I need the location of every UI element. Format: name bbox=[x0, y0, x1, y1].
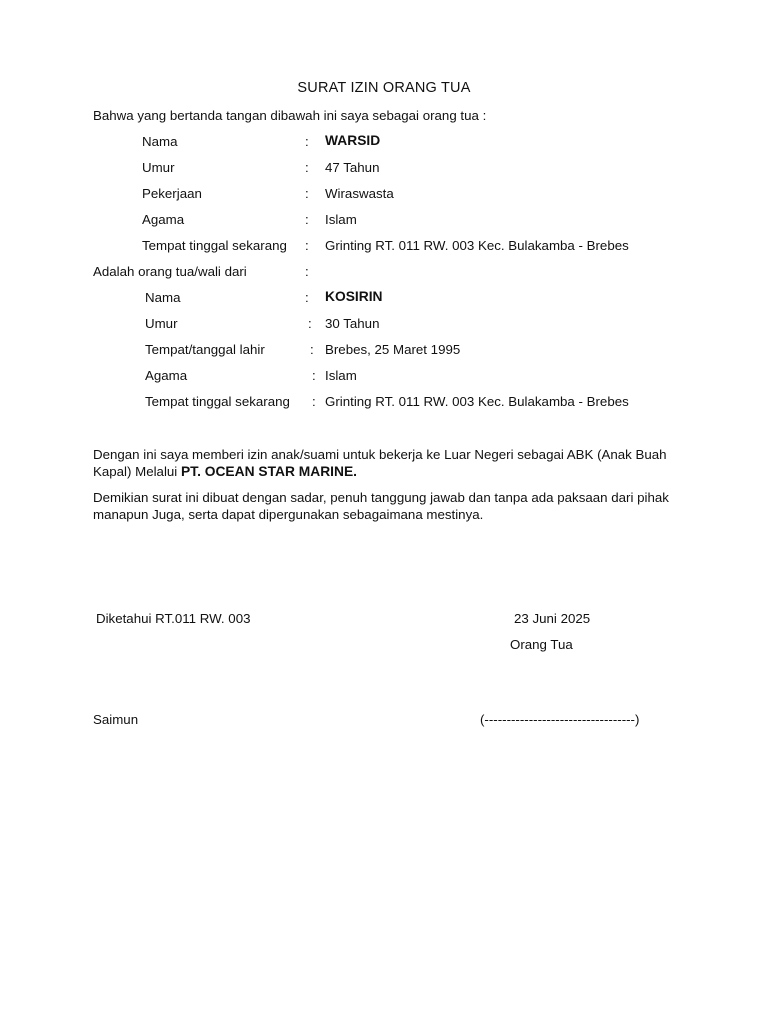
field-value: WARSID bbox=[325, 133, 381, 148]
field-colon: : bbox=[305, 290, 309, 305]
field-value: 30 Tahun bbox=[325, 316, 380, 331]
field-label: Umur bbox=[145, 316, 178, 331]
field-colon: : bbox=[305, 212, 309, 227]
field-label: Agama bbox=[142, 212, 185, 227]
field-value: 47 Tahun bbox=[325, 160, 380, 175]
field-value: Grinting RT. 011 RW. 003 Kec. Bulakamba - Brebes bbox=[325, 394, 629, 409]
field-label: Tempat tinggal sekarang bbox=[145, 394, 290, 409]
permission-text: Dengan ini saya memberi izin anak/suami untuk bekerja ke Luar Negeri sebagai ABK (Anak Buah Kapal) Melalui bbox=[93, 447, 667, 479]
field-value: Islam bbox=[325, 368, 357, 383]
parent-signature-heading: Orang Tua bbox=[510, 637, 573, 652]
field-value: Brebes, 25 Maret 1995 bbox=[325, 342, 461, 357]
letter-title: SURAT IZIN ORANG TUA bbox=[297, 80, 471, 96]
rt-signatory-name: Saimun bbox=[93, 712, 139, 727]
field-colon: : bbox=[305, 186, 309, 201]
field-label: Nama bbox=[142, 134, 178, 149]
intro-text: Bahwa yang bertanda tangan dibawah ini saya sebagai orang tua : bbox=[93, 108, 487, 123]
rt-rw-heading: Diketahui RT.011 RW. 003 bbox=[96, 611, 251, 626]
field-value: KOSIRIN bbox=[325, 289, 383, 304]
field-label: Tempat/tanggal lahir bbox=[145, 342, 265, 357]
field-colon: : bbox=[305, 134, 309, 149]
child-intro-text: Adalah orang tua/wali dari bbox=[93, 264, 247, 279]
field-colon: : bbox=[305, 264, 309, 279]
closing-paragraph: Demikian surat ini dibuat dengan sadar, penuh tanggung jawab dan tanpa ada paksaan dari pihak manapun Juga, serta dapat dipergunakan sebagaimana mestinya. bbox=[93, 490, 669, 522]
letter-date: 23 Juni 2025 bbox=[514, 611, 591, 626]
permission-paragraph bbox=[93, 446, 683, 480]
field-label: Tempat tinggal sekarang bbox=[142, 238, 287, 253]
company-name: PT. OCEAN STAR MARINE. bbox=[180, 464, 358, 479]
field-colon: : bbox=[305, 160, 309, 175]
parent-signature-line: (----------------------------------) bbox=[480, 712, 640, 727]
field-colon: : bbox=[308, 316, 312, 331]
field-value: Islam bbox=[325, 212, 357, 227]
field-colon: : bbox=[312, 368, 316, 383]
field-colon: : bbox=[312, 394, 316, 409]
field-label: Agama bbox=[145, 368, 188, 383]
field-label: Umur bbox=[142, 160, 175, 175]
field-value: Wiraswasta bbox=[325, 186, 394, 201]
field-colon: : bbox=[305, 238, 309, 253]
field-label: Nama bbox=[145, 290, 181, 305]
field-value: Grinting RT. 011 RW. 003 Kec. Bulakamba - Brebes bbox=[325, 238, 629, 253]
field-colon: : bbox=[310, 342, 314, 357]
field-label: Pekerjaan bbox=[142, 186, 202, 201]
